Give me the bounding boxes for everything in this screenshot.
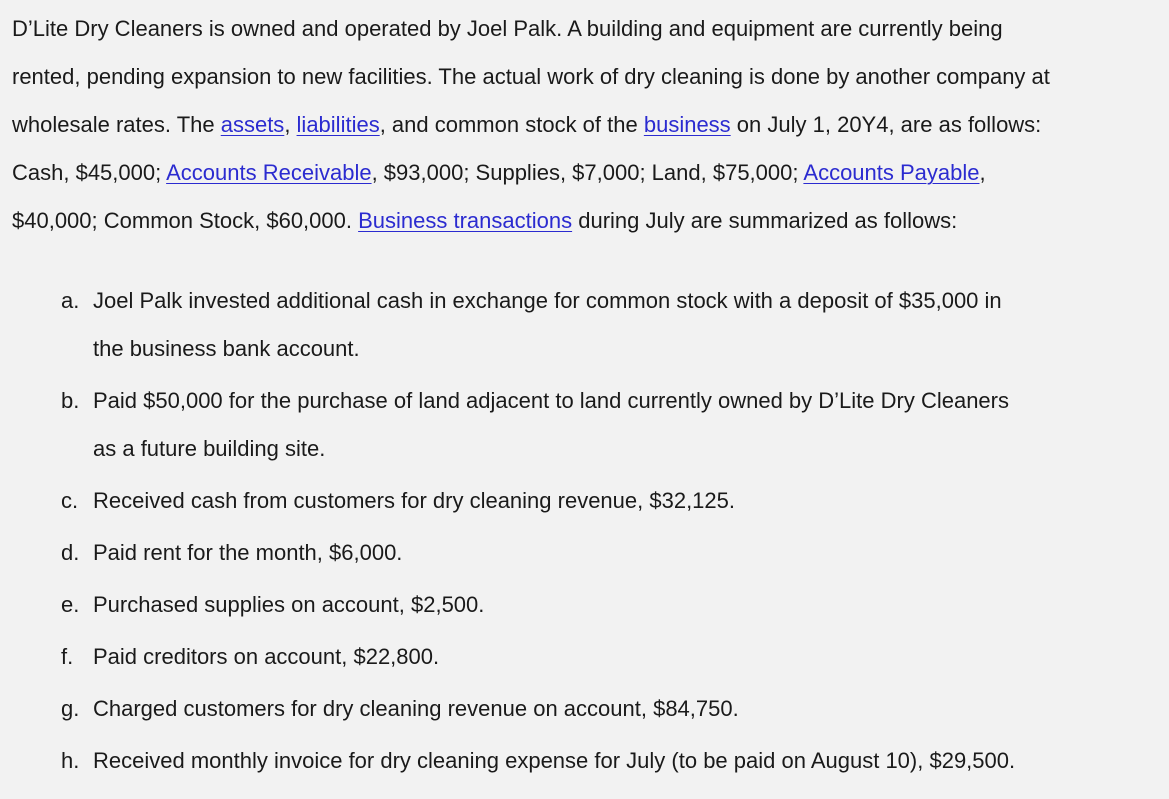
intro-line bbox=[12, 5, 1157, 53]
transaction-marker: b. bbox=[61, 388, 80, 413]
transaction-marker: f. bbox=[61, 644, 74, 669]
intro-line bbox=[12, 149, 1157, 197]
transaction-text: Purchased supplies on account, $2,500. bbox=[93, 592, 485, 617]
glossary-link-business-transactions[interactable]: Business transactions bbox=[358, 208, 573, 233]
intro-line bbox=[12, 53, 1157, 101]
transaction-text: Received cash from customers for dry cleaning revenue, $32,125. bbox=[93, 488, 735, 513]
intro-text: , $93,000; Supplies, $7,000; Land, $75,000; bbox=[371, 160, 804, 185]
glossary-link-business[interactable]: business bbox=[643, 112, 731, 137]
intro-text: during July are summarized as follows: bbox=[572, 208, 958, 233]
transaction-text: the business bank account. bbox=[93, 336, 360, 361]
transaction-text: as a future building site. bbox=[93, 436, 326, 461]
transaction-marker: d. bbox=[61, 540, 80, 565]
transaction-item bbox=[12, 377, 1157, 473]
intro-text: $40,000; Common Stock, $60,000. bbox=[12, 208, 359, 233]
transaction-marker: h. bbox=[61, 748, 80, 773]
intro-line bbox=[12, 101, 1157, 149]
transaction-text: Received monthly invoice for dry cleaning expense for July (to be paid on August 10), $29,500. bbox=[93, 748, 1016, 773]
intro-text: , bbox=[979, 160, 986, 185]
transaction-text: Paid $50,000 for the purchase of land adjacent to land currently owned by D’Lite Dry Cleaners bbox=[93, 388, 1009, 413]
glossary-link-liabilities[interactable]: liabilities bbox=[296, 112, 380, 137]
transaction-marker: c. bbox=[61, 488, 79, 513]
transaction-list bbox=[12, 277, 1157, 785]
intro-text: , and common stock of the bbox=[379, 112, 644, 137]
intro-text: on July 1, 20Y4, are as follows: bbox=[730, 112, 1042, 137]
transaction-item bbox=[12, 581, 1157, 629]
intro-text: rented, pending expansion to new facilities. The actual work of dry cleaning is done by another company at bbox=[12, 64, 1050, 89]
intro-text: Cash, $45,000; bbox=[12, 160, 167, 185]
glossary-link-accounts-payable[interactable]: Accounts Payable bbox=[803, 160, 980, 185]
transaction-text: Paid creditors on account, $22,800. bbox=[93, 644, 440, 669]
glossary-link-assets[interactable]: assets bbox=[220, 112, 285, 137]
glossary-link-accounts-receivable[interactable]: Accounts Receivable bbox=[166, 160, 372, 185]
transaction-marker: a. bbox=[61, 288, 80, 313]
transaction-text: Joel Palk invested additional cash in exchange for common stock with a deposit of $35,000 in bbox=[93, 288, 1002, 313]
transaction-marker: g. bbox=[61, 696, 80, 721]
transaction-text: Paid rent for the month, $6,000. bbox=[93, 540, 403, 565]
intro-text: wholesale rates. The bbox=[12, 112, 221, 137]
intro-text: D’Lite Dry Cleaners is owned and operated by Joel Palk. A building and equipment are currently being bbox=[12, 16, 1003, 41]
problem-page bbox=[0, 5, 1169, 799]
transaction-item bbox=[12, 633, 1157, 681]
intro-paragraph bbox=[12, 5, 1157, 245]
transaction-text: Charged customers for dry cleaning revenue on account, $84,750. bbox=[93, 696, 739, 721]
intro-text: , bbox=[284, 112, 297, 137]
transaction-item bbox=[12, 277, 1157, 373]
transaction-item bbox=[12, 529, 1157, 577]
transaction-marker: e. bbox=[61, 592, 80, 617]
transaction-item bbox=[12, 737, 1157, 785]
transaction-item bbox=[12, 685, 1157, 733]
transaction-item bbox=[12, 477, 1157, 525]
intro-line bbox=[12, 197, 1157, 245]
